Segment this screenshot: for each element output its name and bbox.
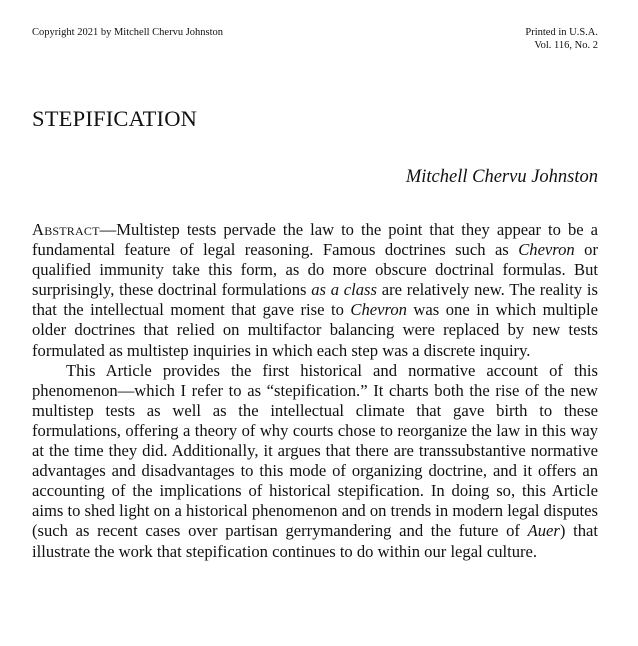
abstract-label-rest: bstract [44,220,100,239]
abstract-text: This Article provides the first historical and normative account of this phenomenon—which I refer to as “stepification.” It charts both the rise of the new multistep tests as well as the intellectual climate that gave birth to these formulations, offering a theory of why courts chose to reorganize the law in this way at the time they did. Additionally, it argues that there are transsubstantive normative advantages and disadvantages to this mode of organizing doctrine, and it offers an accounting of the implications of historical stepification. In doing so, this Article aims to shed light on a historical phenomenon and on trends in modern legal disputes (such as recent cases over partisan gerrymandering and the future of [32,360,598,541]
article-author: Mitchell Chervu Johnston [405,167,598,187]
article-title: STEPIFICATION [32,106,198,131]
abstract-text: ) that illustrate the work that stepification continues to do within our legal culture. [32,521,598,561]
abstract-text: or qualified immunity take this form, as do more obscure doctrinal formulas. But surprisingly, these doctrinal formulations [32,240,598,300]
abstract [32,220,598,562]
copyright-notice: Copyright 2021 by Mitchell Chervu Johnston [32,27,224,38]
case-name: Chevron [518,240,575,260]
abstract-label [32,220,100,239]
abstract-text: are relatively new. The reality is that the intellectual moment that gave rise to [32,280,598,320]
abstract-paragraph-2 [32,361,598,562]
abstract-text: was one in which multiple older doctrines that relied on multifactor balancing were replaced by new tests formulated as multistep inquiries in which each step was a discrete inquiry. [32,300,598,360]
volume-number: Vol. 116, No. 2 [534,40,598,51]
abstract-label-initial: A [32,220,45,239]
publication-info [525,26,598,52]
abstract-text: —Multistep tests pervade the law to the point that they appear to be a fundamental feature of legal reasoning. Famous doctrines such as [32,220,598,260]
emphasis: as a class [311,280,377,300]
printed-location: Printed in U.S.A. [525,27,598,38]
case-name: Auer [527,521,560,541]
case-name: Chevron [350,300,407,320]
abstract-paragraph-1 [32,220,598,361]
